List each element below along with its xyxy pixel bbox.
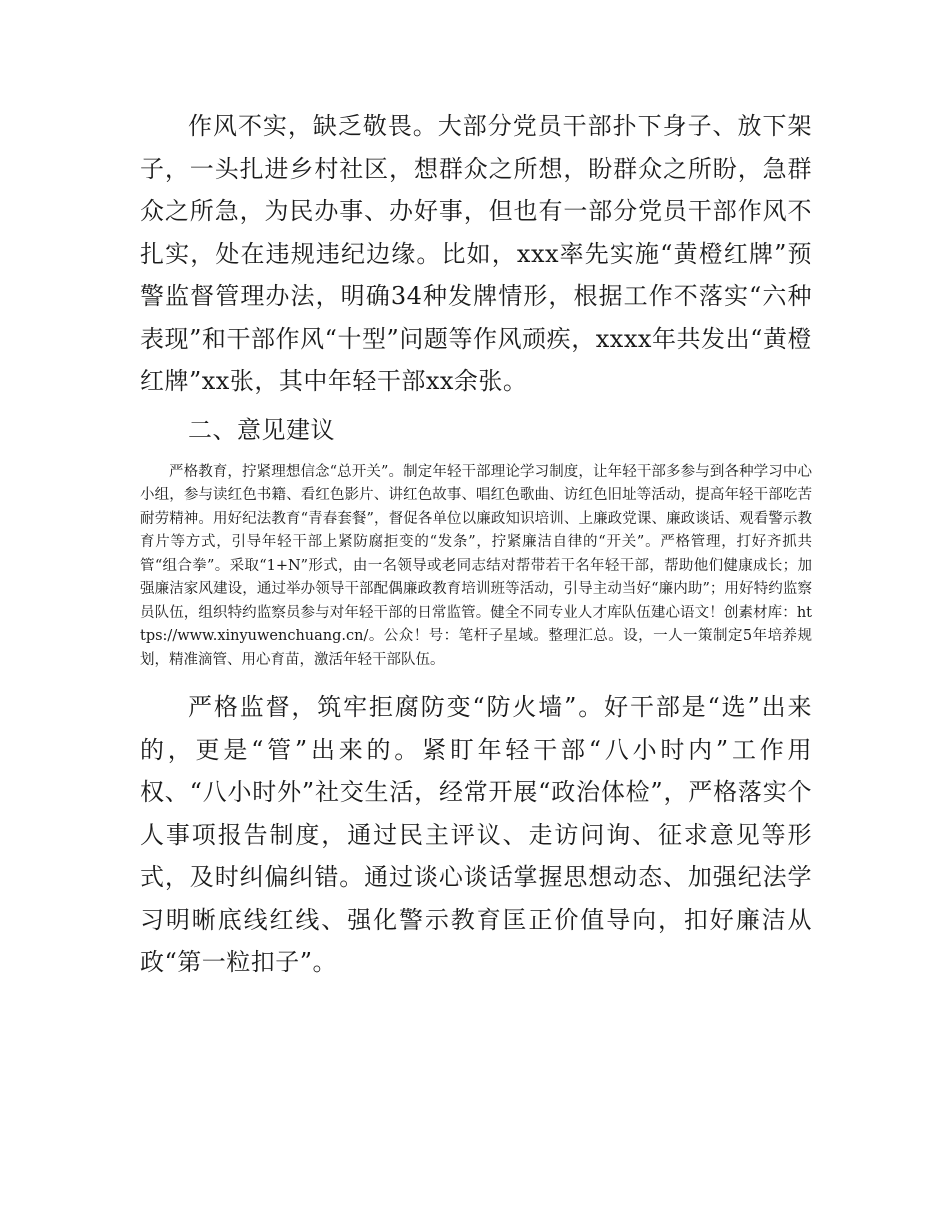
section-heading: 二、意见建议: [188, 415, 335, 444]
paragraph-strict-education: 严格教育，拧紧理想信念“总开关”。制定年轻干部理论学习制度，让年轻干部多参与到各种学习中心小组，参与读红色书籍、看红色影片、讲红色故事、唱红色歌曲、访红色旧址等活动，提高年轻干部吃苦耐劳精神。用好纪法教育“青春套餐”，督促各单位以廉政知识培训、上廉政党课、廉政谈话、观看警示教育片等方式，引导年轻干部上紧防腐拒变的“发条”，拧紧廉洁自律的“开关”。严格管理，打好齐抓共管“组合拳”。采取“1+N”形式，由一名领导或老同志结对帮带若干名年轻干部，帮助他们健康成长；加强廉洁家风建设，通过举办领导干部配偶廉政教育培训班等活动，引导主动当好“廉内助”；用好特约监察员队伍，组织特约监察员参与对年轻干部的日常监管。健全不同专业人才库队伍建心语文！创素材库：https://www.xinyuwenchuang.cn/。公众！号：笔杆子星域。整理汇总。设，一人一策制定5年培养规划，精准滴管、用心育苗，激活年轻干部队伍。: [140, 463, 812, 668]
paragraph-strict-supervision: 严格监督，筑牢拒腐防变“防火墙”。好干部是“选”出来的，更是“管”出来的。紧盯年轻干部“八小时内”工作用权、“八小时外”社交生活，经常开展“政治体检”，严格落实个人事项报告制度，通过民主评议、走访问询、征求意见等形式，及时纠偏纠错。通过谈心谈话掌握思想动态、加强纪法学习明晰底线红线、强化警示教育匡正价值导向，扣好廉洁从政“第一粒扣子”。: [140, 693, 812, 976]
paragraph-work-style: 作风不实，缺乏敬畏。大部分党员干部扑下身子、放下架子，一头扎进乡村社区，想群众之所想，盼群众之所盼，急群众之所急，为民办事、办好事，但也有一部分党员干部作风不扎实，处在违规违纪边缘。比如，xxx率先实施“黄橙红牌”预警监督管理办法，明确34种发牌情形，根据工作不落实“六种表现”和干部作风“十型”问题等作风顽疾，xxxx年共发出“黄橙红牌”xx张，其中年轻干部xx余张。: [140, 112, 812, 395]
document-page: [140, 105, 812, 984]
